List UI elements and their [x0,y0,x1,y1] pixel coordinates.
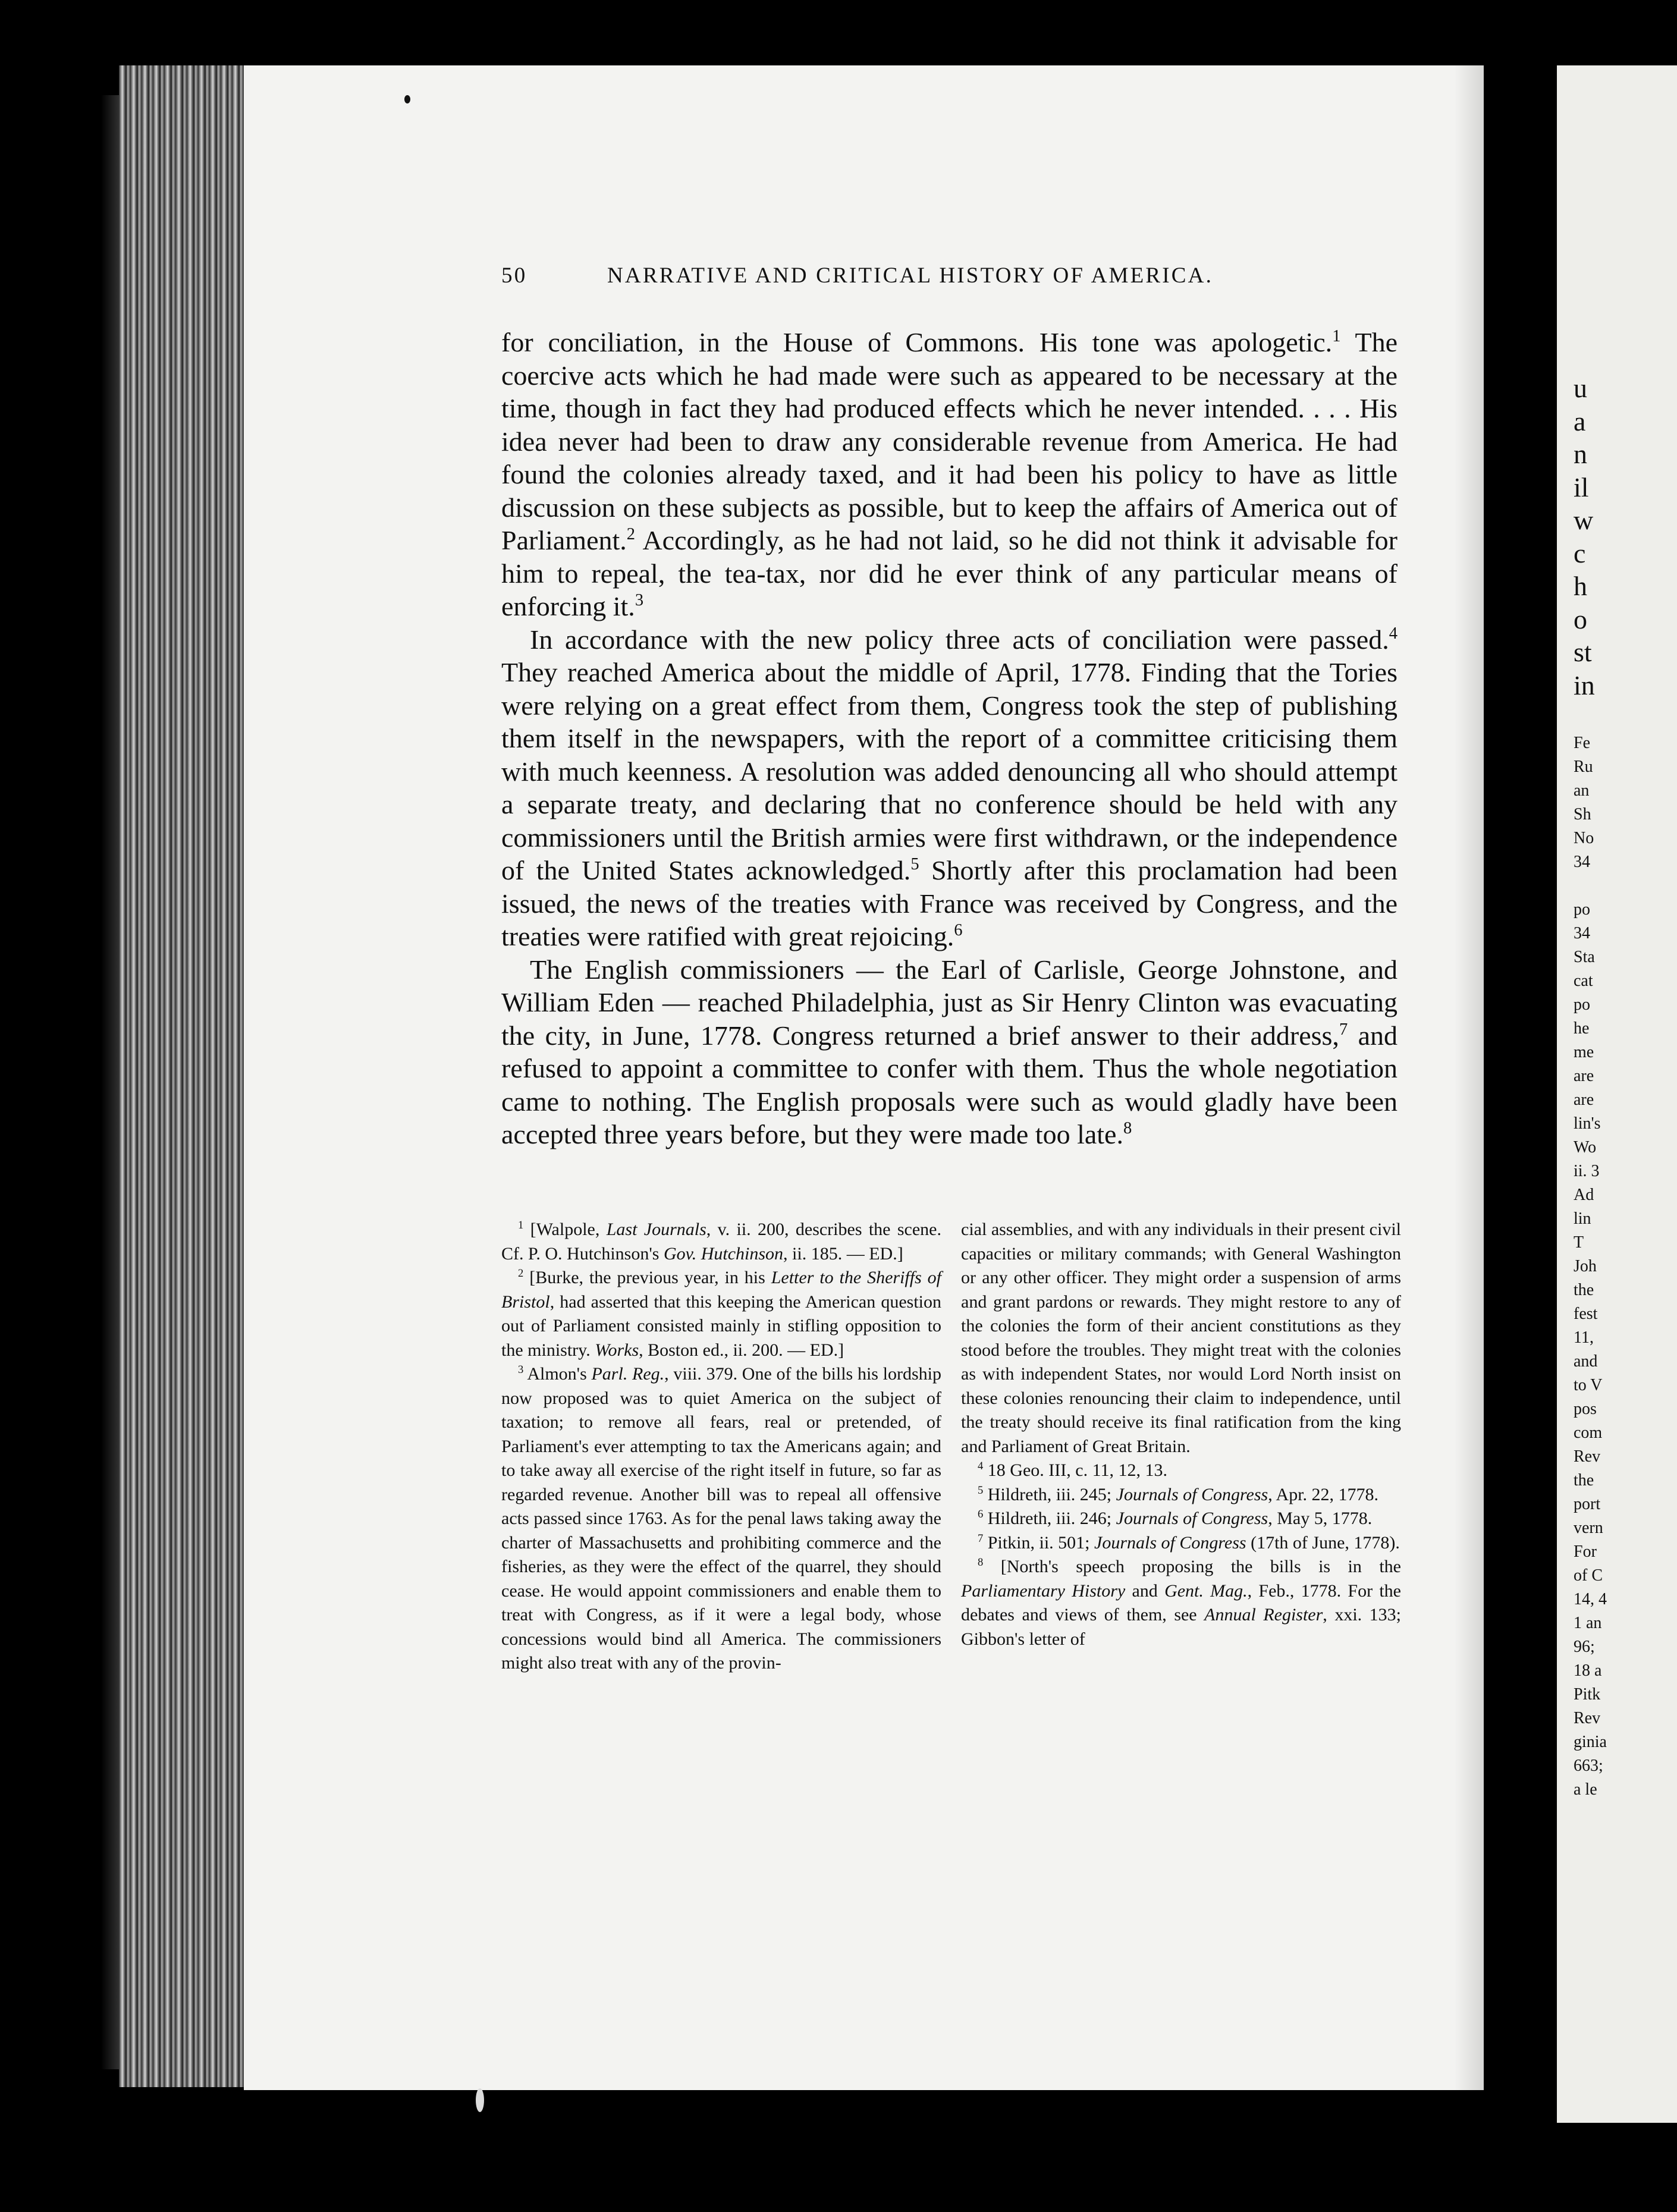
facing-page-fragment [1557,65,1677,2123]
running-title: NARRATIVE AND CRITICAL HISTORY OF AMERICA. [607,263,1214,288]
footnotes-right-column [961,1218,1401,1651]
footnote-5: $^5$ Hildreth, iii. 245; Journals of Congress, Apr. 22, 1778. [978,1484,1379,1504]
book-page-edges [119,65,247,2087]
facing-page-body-fragments: u a n il w c h o st in [1574,373,1595,700]
footnote-4: $^4$ 18 Geo. III, c. 11, 12, 13. [978,1459,1167,1480]
footnote-1: $^1$ [Walpole, Last Journals, v. ii. 200, describes the scene. Cf. P. O. Hutchinson's Gov. Hutchinson, ii. 185. — ED.] [501,1218,941,1264]
footnotes-left-column [501,1218,941,1676]
page-number: 50 [501,263,527,288]
paragraph-1: for conciliation, in the House of Commons. His tone was apologetic.$^1$ The coercive acts which he had made were such as appeared to be necessary at the time, though in fact they had produced effects which he never intended. . . . His idea never had been to draw any considerable revenue from America. He had found the colonies already taxed, and it had been his policy to have as little discussion on these subjects as possible, but to keep the affairs of America out of Parliament.$^2$ Accordingly, as he had not laid, so he did not think it advisable for him to repeal, the tea-tax, nor did he ever think of any particular means of enforcing it.$^3$ [501,326,1398,621]
footnote-ref: 3 [635,590,644,609]
footnote-7: $^7$ Pitkin, ii. 501; Journals of Congress (17th of June, 1778). [978,1532,1400,1553]
footnote-ref: 5 [910,854,919,874]
footnote-ref: 4 [1389,624,1398,643]
footnote-3: $^3$ Almon's Parl. Reg., viii. 379. One of the bills his lordship now proposed was to quiet America on the subject of taxation; to remove all fears, real or pretended, of Parliament's ever attempting to tax the Americans again; and to take away all exercise of the right itself in future, so far as regarded revenue. Another bill was to repeal all offensive acts passed since 1763. As for the penal laws taking away the charter of Massachusetts and prohibiting commerce and the fisheries, as they were the effect of the quarrel, they should cease. He would appoint commissioners and enable them to treat with Congress, as if it were a legal body, whose concessions would bind all America. The commissioners might also treat with any of the provin- [501,1363,941,1673]
footnote-2: $^2$ [Burke, the previous year, in his Letter to the Sheriffs of Bristol, had asserted that this keeping the American question out of Parliament consisted mainly in stifling opposition to the ministry. Works, Boston ed., ii. 200. — ED.] [501,1267,941,1360]
footnote-ref: 8 [1123,1118,1132,1138]
scan-speck [404,95,410,103]
footnote-ref: 6 [954,920,963,940]
paragraph-3: The English commissioners — the Earl of Carlisle, George Johnstone, and William Eden — reached Philadelphia, just as Sir Henry Clinton was evacuating the city, in June, 1778. Congress returned a brief answer to their address,$^7$ and refused to appoint a committee to confer with them. Thus the whole negotiation came to nothing. The English proposals were such as would gladly have been accepted three years before, but they were made too late.$^8$ [501,954,1398,1149]
footnote-8: $^8$ [North's speech proposing the bills is in the Parliamentary History and Gent. Mag., Feb., 1778. For the debates and views of them, see Annual Register, xxi. 133; Gibbon's letter of [961,1556,1401,1649]
main-text [501,326,1398,1151]
footnote-3-continued: cial assemblies, and with any individuals in their present civil capacities or military commands; with General Washington or any other officer. They might order a suspension of arms and grant pardons or rewards. They might restore to any of the colonies the form of their ancient constitutions as they stood before the troubles. They might treat with the colonies as with independent States, nor would Lord North insist on these colonies renouncing their claim to independence, until the treaty should receive its final ratification from the king and Parliament of Great Britain. [961,1220,1401,1456]
footnote-ref: 2 [626,524,636,543]
paragraph-2: In accordance with the new policy three acts of conciliation were passed.$^4$ They reached America about the middle of April, 1778. Finding that the Tories were relying on a great effect from them, Congress took the step of publishing them itself in the newspapers, with the report of a committee criticising them with much keenness. A resolution was added denouncing all who should attempt a separate treaty, and declaring that no conference should be held with any commissioners until the British armies were first withdrawn, or the independence of the United States acknowledged.$^5$ Shortly after this proclamation had been issued, the news of the treaties with France was received by Congress, and the treaties were ratified with great rejoicing.$^6$ [501,624,1398,951]
footnote-6: $^6$ Hildreth, iii. 246; Journals of Congress, May 5, 1778. [978,1507,1373,1528]
footnote-ref: 7 [1339,1020,1348,1039]
facing-page-note-fragments: Fe Ru an Sh No 34 po 34 Sta cat po he me are are lin's Wo ii. 3 Ad lin T Joh the fest 11, and to V pos com Rev the port vern For of C 14, 4 1 an 96; 18 a Pitk Rev ginia 663; a le [1574,734,1607,1799]
scan-speck [476,2088,484,2112]
running-head [501,263,1294,299]
footnote-ref: 1 [1332,326,1341,345]
